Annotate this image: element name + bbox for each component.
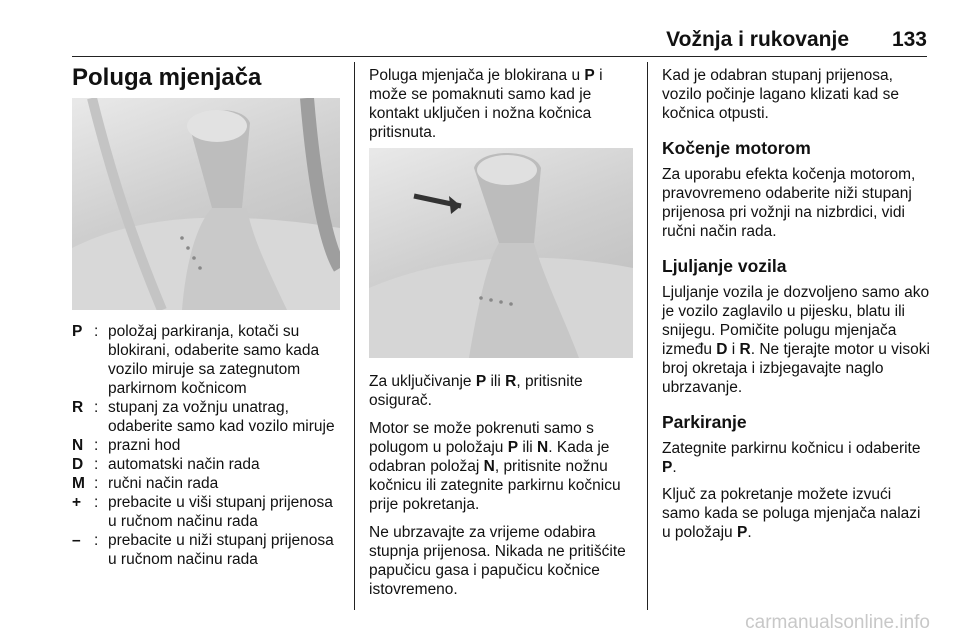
column-divider [647, 62, 648, 610]
column-2 [369, 66, 633, 142]
paragraph: Ljuljanje vozila je dozvoljeno samo ako je vozilo zaglavilo u pijesku, blatu ili snijegu. Pomičite polugu mjenjača između D i R. Ne tjerajte motor u visoki broj okretaja i izbjegavajte naglo ubrzavanje. [662, 284, 930, 396]
paragraph: Motor se može pokrenuti samo s polugom u položaju P ili N. Kada je odabran položaj N, pritisnite nožnu kočnicu ili zategnite parkirnu kočnicu prije pokretanja. [369, 420, 621, 513]
gear-lever-photo [72, 98, 340, 310]
page-header [72, 22, 927, 57]
gear-positions-list [72, 322, 342, 569]
section-title: Poluga mjenjača [72, 64, 262, 91]
paragraph: Ne ubrzavajte za vrijeme odabira stupnja prijenosa. Nikada ne pritišćite papučicu gasa i papučicu kočnice istovremeno. [369, 524, 626, 598]
heading-engine-braking: Kočenje motorom [662, 138, 811, 158]
header-title: Vožnja i rukovanje [666, 28, 849, 51]
heading-parking: Parkiranje [662, 412, 747, 432]
column-3 [662, 66, 932, 542]
paragraph: Zategnite parkirnu kočnicu i odaberite P. [662, 440, 921, 476]
column-2-text [369, 372, 633, 599]
paragraph: Ključ za pokretanje možete izvući samo kada se poluga mjenjača nalazi u položaju P. [662, 486, 921, 541]
column-1 [72, 62, 340, 92]
list-item: + : prebacite u viši stupanj prijenosa u ručnom načinu rada [72, 494, 333, 530]
list-item: – : prebacite u niži stupanj prijenosa u ručnom načinu rada [72, 532, 334, 568]
page-number: 133 [891, 28, 927, 51]
paragraph: Za uporabu efekta kočenja motorom, pravovremeno odaberite niži stupanj prijenosa pri vožnji na nizbrdici, vidi ručni način rada. [662, 166, 916, 240]
paragraph: Poluga mjenjača je blokirana u P i može se pomaknuti samo kad je kontakt uključen i nožna kočnica pritisnuta. [369, 67, 603, 141]
list-item: R : stupanj za vožnju unatrag, odaberite samo kad vozilo miruje [72, 399, 335, 435]
gear-lever-release-photo [369, 148, 633, 358]
list-item: N : prazni hod [72, 437, 181, 454]
heading-rocking: Ljuljanje vozila [662, 256, 787, 276]
watermark: carmanualsonline.info [745, 612, 930, 633]
column-divider [354, 62, 355, 610]
list-item: D : automatski način rada [72, 456, 260, 473]
paragraph: Za uključivanje P ili R, pritisnite osigurač. [369, 373, 583, 409]
paragraph: Kad je odabran stupanj prijenosa, vozilo počinje lagano klizati kad se kočnica otpusti. [662, 67, 899, 122]
list-item: M : ručni način rada [72, 475, 219, 492]
list-item: P : položaj parkiranja, kotači su blokirani, odaberite samo kada vozilo miruje sa zategnutom parkirnom kočnicom [72, 323, 320, 397]
